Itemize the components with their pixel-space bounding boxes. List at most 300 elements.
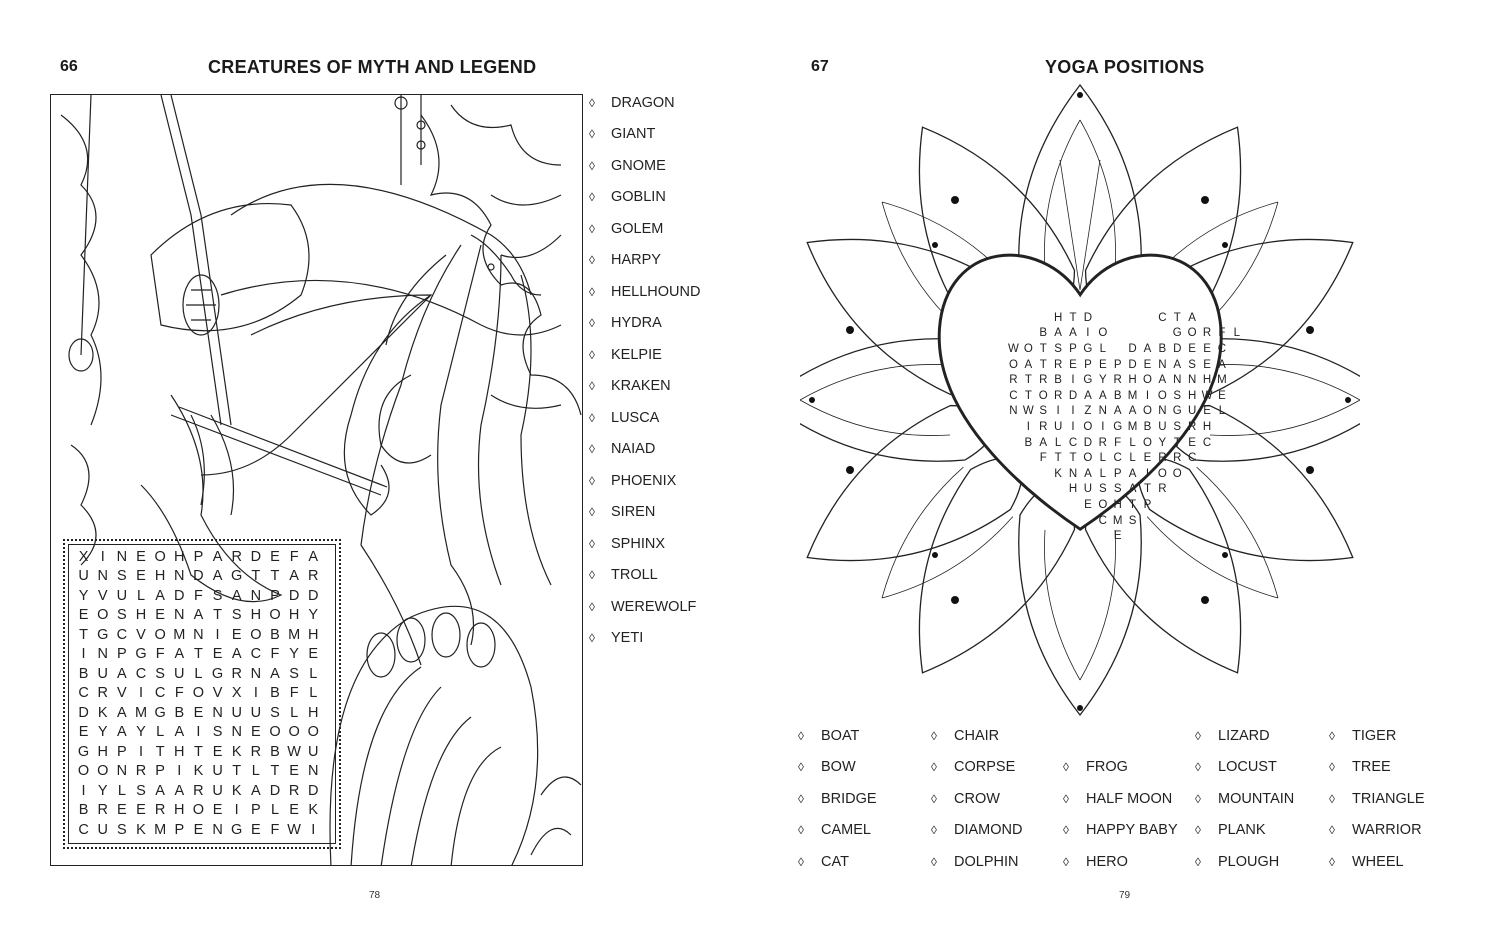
grid-cell[interactable]: U xyxy=(231,704,242,721)
grid-cell[interactable]: W xyxy=(287,821,301,838)
grid-cell[interactable]: L xyxy=(1129,452,1136,465)
grid-cell[interactable]: R xyxy=(1202,327,1212,340)
grid-cell[interactable]: S xyxy=(231,607,242,624)
grid-cell[interactable]: F xyxy=(155,646,165,663)
grid-cell[interactable]: L xyxy=(1099,342,1106,355)
grid-cell[interactable]: E xyxy=(308,646,319,663)
grid-cell[interactable]: T xyxy=(1039,358,1047,371)
grid-cell[interactable]: O xyxy=(1142,405,1152,418)
grid-cell[interactable]: N xyxy=(1158,358,1167,371)
grid-cell[interactable]: A xyxy=(1188,311,1196,324)
grid-cell[interactable]: D xyxy=(174,587,185,604)
grid-cell[interactable]: G xyxy=(1172,327,1182,340)
grid-cell[interactable]: A xyxy=(117,704,127,721)
grid-cell[interactable]: B xyxy=(78,665,89,682)
grid-cell[interactable]: E xyxy=(212,802,223,819)
grid-cell[interactable]: O xyxy=(1083,420,1093,433)
grid-cell[interactable]: H xyxy=(250,607,262,624)
grid-cell[interactable]: E xyxy=(1113,530,1122,543)
grid-cell[interactable]: D xyxy=(1173,342,1182,355)
grid-cell[interactable]: K xyxy=(193,763,204,780)
grid-cell[interactable]: O xyxy=(192,802,205,819)
grid-cell[interactable]: A xyxy=(1128,483,1137,496)
grid-cell[interactable]: K xyxy=(1054,467,1062,480)
grid-cell[interactable]: N xyxy=(308,763,319,780)
grid-cell[interactable]: D xyxy=(308,782,319,799)
grid-cell[interactable]: R xyxy=(1158,452,1167,465)
grid-cell[interactable]: B xyxy=(270,626,280,643)
grid-cell[interactable]: P xyxy=(1143,498,1152,511)
grid-cell[interactable]: I xyxy=(1145,467,1150,480)
grid-cell[interactable]: C xyxy=(1217,342,1227,355)
grid-cell[interactable]: F xyxy=(1039,452,1047,465)
grid-cell[interactable]: N xyxy=(231,724,242,741)
grid-cell[interactable]: U xyxy=(116,587,128,604)
grid-cell[interactable]: C xyxy=(1009,389,1018,402)
grid-cell[interactable]: A xyxy=(212,568,223,585)
grid-cell[interactable]: E xyxy=(251,821,261,838)
grid-cell[interactable]: D xyxy=(1083,436,1093,449)
grid-cell[interactable]: T xyxy=(155,743,165,760)
grid-cell[interactable]: R xyxy=(1158,483,1167,496)
grid-cell[interactable]: O xyxy=(97,607,109,624)
grid-cell[interactable]: S xyxy=(1188,358,1196,371)
grid-cell[interactable]: R xyxy=(1039,374,1048,387)
grid-cell[interactable]: D xyxy=(1083,311,1093,324)
grid-cell[interactable]: A xyxy=(231,587,242,604)
grid-cell[interactable]: T xyxy=(270,763,280,780)
grid-cell[interactable]: R xyxy=(154,802,166,819)
grid-cell[interactable]: N xyxy=(193,626,204,643)
grid-cell[interactable]: U xyxy=(78,568,89,585)
grid-cell[interactable]: I xyxy=(1101,420,1105,433)
grid-cell[interactable]: M xyxy=(173,626,186,643)
grid-cell[interactable]: D xyxy=(78,704,89,721)
grid-cell[interactable]: E xyxy=(117,802,127,819)
grid-cell[interactable]: H xyxy=(1187,389,1197,402)
grid-cell[interactable]: A xyxy=(1024,358,1033,371)
grid-cell[interactable]: L xyxy=(1054,436,1062,449)
grid-cell[interactable]: E xyxy=(136,568,146,585)
grid-cell[interactable]: P xyxy=(1113,467,1122,480)
grid-cell[interactable]: O xyxy=(154,626,166,643)
grid-cell[interactable]: N xyxy=(212,704,223,721)
grid-cell[interactable]: K xyxy=(97,704,108,721)
grid-cell[interactable]: W xyxy=(1008,342,1019,355)
grid-cell[interactable]: O xyxy=(307,724,319,741)
grid-cell[interactable]: B xyxy=(1143,420,1152,433)
grid-cell[interactable]: S xyxy=(212,724,223,741)
grid-cell[interactable]: A xyxy=(1039,436,1048,449)
grid-cell[interactable]: Y xyxy=(97,724,108,741)
grid-cell[interactable]: G xyxy=(1083,374,1093,387)
grid-cell[interactable]: O xyxy=(154,548,166,565)
grid-cell[interactable]: A xyxy=(231,646,242,663)
grid-cell[interactable]: R xyxy=(193,782,204,799)
grid-cell[interactable]: N xyxy=(116,763,128,780)
grid-cell[interactable]: G xyxy=(1172,405,1182,418)
grid-cell[interactable]: H xyxy=(288,607,300,624)
grid-cell[interactable]: T xyxy=(193,646,203,663)
grid-cell[interactable]: C xyxy=(1068,436,1078,449)
grid-cell[interactable]: N xyxy=(97,646,108,663)
grid-cell[interactable]: U xyxy=(1187,405,1197,418)
grid-cell[interactable]: A xyxy=(251,782,261,799)
grid-cell[interactable]: R xyxy=(1039,420,1048,433)
grid-cell[interactable]: S xyxy=(136,782,146,799)
grid-cell[interactable]: O xyxy=(1187,327,1197,340)
grid-cell[interactable]: H xyxy=(1202,420,1212,433)
grid-cell[interactable]: C xyxy=(1158,311,1167,324)
grid-cell[interactable]: A xyxy=(289,568,299,585)
grid-cell[interactable]: U xyxy=(1053,420,1063,433)
grid-cell[interactable]: S xyxy=(1039,405,1048,418)
grid-cell[interactable]: C xyxy=(154,685,166,702)
grid-cell[interactable]: G xyxy=(1113,420,1123,433)
grid-cell[interactable]: U xyxy=(212,763,223,780)
grid-cell[interactable]: I xyxy=(234,802,239,819)
grid-cell[interactable]: B xyxy=(1039,327,1048,340)
grid-cell[interactable]: U xyxy=(212,782,223,799)
grid-cell[interactable]: S xyxy=(1054,342,1062,355)
grid-cell[interactable]: F xyxy=(174,685,184,702)
grid-cell[interactable]: W xyxy=(287,743,301,760)
grid-cell[interactable]: S xyxy=(1113,483,1122,496)
grid-cell[interactable]: H xyxy=(174,802,185,819)
grid-cell[interactable]: A xyxy=(155,782,165,799)
grid-cell[interactable]: F xyxy=(289,548,299,565)
grid-cell[interactable]: E xyxy=(78,724,89,741)
grid-cell[interactable]: E xyxy=(155,607,165,624)
grid-cell[interactable]: T xyxy=(1173,436,1181,449)
grid-cell[interactable]: A xyxy=(1113,405,1122,418)
grid-cell[interactable]: P xyxy=(251,802,261,819)
grid-cell[interactable]: S xyxy=(1128,514,1137,527)
grid-cell[interactable]: G xyxy=(231,568,243,585)
grid-cell[interactable]: I xyxy=(1086,327,1090,340)
grid-cell[interactable]: R xyxy=(97,802,108,819)
grid-cell[interactable]: Y xyxy=(308,607,319,624)
grid-cell[interactable]: K xyxy=(308,802,319,819)
grid-cell[interactable]: V xyxy=(136,626,146,643)
grid-cell[interactable]: S xyxy=(1098,483,1107,496)
grid-cell[interactable]: O xyxy=(269,607,281,624)
grid-cell[interactable]: B xyxy=(270,743,280,760)
grid-cell[interactable]: R xyxy=(1009,374,1018,387)
grid-cell[interactable]: R xyxy=(1053,389,1063,402)
grid-cell[interactable]: T xyxy=(1173,311,1181,324)
grid-cell[interactable]: T xyxy=(1024,374,1032,387)
grid-cell[interactable]: H xyxy=(1053,311,1063,324)
grid-cell[interactable]: E xyxy=(231,626,242,643)
grid-cell[interactable]: I xyxy=(1145,389,1150,402)
grid-cell[interactable]: P xyxy=(1069,342,1077,355)
grid-cell[interactable]: Y xyxy=(1098,374,1107,387)
grid-cell[interactable]: T xyxy=(1069,452,1077,465)
grid-cell[interactable]: M xyxy=(288,626,301,643)
grid-cell[interactable]: T xyxy=(193,743,203,760)
grid-cell[interactable]: A xyxy=(1054,327,1062,340)
grid-cell[interactable]: E xyxy=(1188,436,1196,449)
grid-cell[interactable]: T xyxy=(251,568,261,585)
grid-cell[interactable]: E xyxy=(1203,405,1211,418)
grid-cell[interactable]: R xyxy=(1053,358,1063,371)
grid-cell[interactable]: B xyxy=(1113,389,1122,402)
grid-cell[interactable]: E xyxy=(1143,358,1152,371)
grid-cell[interactable]: A xyxy=(174,724,185,741)
grid-cell[interactable]: O xyxy=(1172,467,1182,480)
grid-cell[interactable]: Y xyxy=(1158,436,1167,449)
grid-cell[interactable]: O xyxy=(1098,327,1108,340)
grid-cell[interactable]: C xyxy=(1098,514,1107,527)
grid-cell[interactable]: E xyxy=(1084,498,1092,511)
grid-cell[interactable]: I xyxy=(138,685,143,702)
grid-cell[interactable]: S xyxy=(270,704,280,721)
grid-cell[interactable]: E xyxy=(193,704,204,721)
grid-cell[interactable]: D xyxy=(269,782,281,799)
grid-cell[interactable]: S xyxy=(117,821,127,838)
grid-cell[interactable]: E xyxy=(1143,452,1152,465)
grid-cell[interactable]: E xyxy=(1218,389,1226,402)
grid-cell[interactable]: M xyxy=(1217,374,1227,387)
grid-cell[interactable]: W xyxy=(1022,405,1034,418)
grid-cell[interactable]: L xyxy=(156,724,165,741)
grid-cell[interactable]: U xyxy=(97,821,108,838)
grid-cell[interactable]: I xyxy=(311,821,316,838)
grid-cell[interactable]: N xyxy=(1187,374,1197,387)
grid-cell[interactable]: I xyxy=(196,724,201,741)
grid-cell[interactable]: C xyxy=(116,626,128,643)
grid-cell[interactable]: D xyxy=(1128,358,1137,371)
grid-cell[interactable]: R xyxy=(1098,436,1107,449)
grid-cell[interactable]: R xyxy=(288,782,300,799)
grid-cell[interactable]: C xyxy=(250,646,262,663)
grid-cell[interactable]: I xyxy=(1056,405,1060,418)
grid-cell[interactable]: B xyxy=(174,704,185,721)
grid-cell[interactable]: E xyxy=(212,743,223,760)
grid-cell[interactable]: A xyxy=(1218,358,1226,371)
grid-cell[interactable]: N xyxy=(1009,405,1018,418)
grid-cell[interactable]: E xyxy=(270,548,280,565)
grid-cell[interactable]: H xyxy=(1113,498,1122,511)
grid-cell[interactable]: I xyxy=(1026,420,1030,433)
grid-cell[interactable]: A xyxy=(117,665,127,682)
grid-cell[interactable]: A xyxy=(117,724,127,741)
grid-cell[interactable]: E xyxy=(1188,342,1196,355)
grid-cell[interactable]: S xyxy=(1173,420,1182,433)
grid-cell[interactable]: S xyxy=(117,607,127,624)
grid-cell[interactable]: F xyxy=(1114,436,1122,449)
grid-cell[interactable]: F xyxy=(270,646,280,663)
grid-cell[interactable]: I xyxy=(253,685,258,702)
grid-cell[interactable]: R xyxy=(97,685,108,702)
grid-cell[interactable]: L xyxy=(1218,405,1226,418)
grid-cell[interactable]: P xyxy=(1084,358,1092,371)
grid-cell[interactable]: U xyxy=(174,665,185,682)
grid-cell[interactable]: N xyxy=(212,821,223,838)
grid-cell[interactable]: I xyxy=(1071,405,1075,418)
grid-cell[interactable]: A xyxy=(193,607,204,624)
grid-cell[interactable]: A xyxy=(1084,467,1092,480)
grid-cell[interactable]: T xyxy=(232,763,242,780)
grid-cell[interactable]: A xyxy=(174,782,185,799)
grid-cell[interactable]: T xyxy=(1069,311,1077,324)
grid-cell[interactable]: E xyxy=(1069,358,1077,371)
grid-cell[interactable]: R xyxy=(308,568,319,585)
grid-cell[interactable]: R xyxy=(135,763,147,780)
grid-cell[interactable]: H xyxy=(1068,483,1078,496)
grid-cell[interactable]: A xyxy=(270,665,280,682)
grid-cell[interactable]: B xyxy=(1024,436,1033,449)
grid-cell[interactable]: V xyxy=(97,587,108,604)
grid-cell[interactable]: O xyxy=(1142,436,1152,449)
grid-cell[interactable]: E xyxy=(1203,358,1211,371)
grid-cell[interactable]: W xyxy=(1201,389,1213,402)
grid-cell[interactable]: K xyxy=(231,743,242,760)
grid-cell[interactable]: A xyxy=(212,548,223,565)
grid-cell[interactable]: T xyxy=(1054,452,1062,465)
grid-cell[interactable]: I xyxy=(81,646,86,663)
grid-cell[interactable]: A xyxy=(1173,358,1182,371)
grid-cell[interactable]: L xyxy=(290,704,299,721)
grid-cell[interactable]: L xyxy=(309,665,318,682)
grid-cell[interactable]: F xyxy=(193,587,203,604)
grid-cell[interactable]: I xyxy=(177,763,182,780)
grid-cell[interactable]: O xyxy=(1083,452,1093,465)
grid-cell[interactable]: E xyxy=(136,802,146,819)
grid-cell[interactable]: L xyxy=(1099,467,1106,480)
grid-cell[interactable]: N xyxy=(174,568,185,585)
grid-cell[interactable]: S xyxy=(289,665,299,682)
grid-cell[interactable]: X xyxy=(78,548,89,565)
grid-cell[interactable]: N xyxy=(116,548,128,565)
grid-cell[interactable]: D xyxy=(288,587,300,604)
grid-cell[interactable]: C xyxy=(1113,452,1122,465)
grid-cell[interactable]: E xyxy=(78,607,89,624)
grid-cell[interactable]: E xyxy=(1098,358,1107,371)
grid-cell[interactable]: R xyxy=(1187,420,1197,433)
grid-cell[interactable]: P xyxy=(117,646,127,663)
grid-cell[interactable]: O xyxy=(97,763,109,780)
grid-cell[interactable]: G xyxy=(97,626,109,643)
grid-cell[interactable]: A xyxy=(308,548,319,565)
grid-cell[interactable]: H xyxy=(174,548,185,565)
grid-cell[interactable]: L xyxy=(270,802,280,819)
grid-cell[interactable]: E xyxy=(1203,342,1211,355)
grid-cell[interactable]: A xyxy=(1128,467,1137,480)
grid-cell[interactable]: O xyxy=(250,626,262,643)
grid-cell[interactable]: G xyxy=(1083,342,1093,355)
grid-cell[interactable]: O xyxy=(1023,342,1033,355)
grid-cell[interactable]: U xyxy=(1158,420,1167,433)
grid-cell[interactable]: P xyxy=(193,548,204,565)
grid-cell[interactable]: P xyxy=(270,587,280,604)
grid-cell[interactable]: H xyxy=(154,568,166,585)
grid-cell[interactable]: F xyxy=(1218,327,1226,340)
grid-cell[interactable]: T xyxy=(1039,342,1047,355)
grid-cell[interactable]: T xyxy=(213,607,222,624)
grid-cell[interactable]: X xyxy=(231,685,242,702)
grid-cell[interactable]: G xyxy=(135,646,147,663)
grid-cell[interactable]: S xyxy=(155,665,165,682)
grid-cell[interactable]: B xyxy=(270,685,280,702)
grid-cell[interactable]: P xyxy=(1113,358,1122,371)
grid-cell[interactable]: M xyxy=(1127,389,1138,402)
grid-cell[interactable]: N xyxy=(1158,405,1167,418)
grid-cell[interactable]: T xyxy=(1129,498,1137,511)
grid-cell[interactable]: H xyxy=(135,607,147,624)
grid-cell[interactable]: Y xyxy=(136,724,146,741)
grid-cell[interactable]: S xyxy=(212,587,223,604)
grid-cell[interactable]: D xyxy=(250,548,262,565)
grid-cell[interactable]: A xyxy=(1084,389,1092,402)
grid-cell[interactable]: P xyxy=(155,763,165,780)
grid-cell[interactable]: B xyxy=(78,802,89,819)
grid-cell[interactable]: L xyxy=(309,685,318,702)
grid-cell[interactable]: H xyxy=(1128,374,1137,387)
grid-cell[interactable]: T xyxy=(1143,483,1151,496)
grid-cell[interactable]: H xyxy=(1202,374,1212,387)
grid-cell[interactable]: B xyxy=(1158,342,1167,355)
grid-cell[interactable]: I xyxy=(1071,374,1075,387)
grid-cell[interactable]: E xyxy=(193,821,204,838)
grid-cell[interactable]: K xyxy=(136,821,146,838)
grid-cell[interactable]: T xyxy=(1024,389,1032,402)
grid-cell[interactable]: N xyxy=(250,587,262,604)
grid-cell[interactable]: O xyxy=(1008,358,1018,371)
grid-cell[interactable]: C xyxy=(135,665,147,682)
grid-cell[interactable]: E xyxy=(212,646,223,663)
grid-cell[interactable]: F xyxy=(270,821,280,838)
grid-cell[interactable]: R xyxy=(1113,374,1122,387)
grid-cell[interactable]: N xyxy=(1173,374,1182,387)
grid-cell[interactable]: C xyxy=(78,821,89,838)
grid-cell[interactable]: H xyxy=(308,704,319,721)
grid-cell[interactable]: T xyxy=(79,626,88,643)
grid-cell[interactable]: N xyxy=(1098,405,1107,418)
grid-cell[interactable]: E xyxy=(289,802,299,819)
grid-cell[interactable]: O xyxy=(1038,389,1048,402)
grid-cell[interactable]: R xyxy=(250,743,262,760)
grid-cell[interactable]: O xyxy=(1157,389,1167,402)
grid-cell[interactable]: A xyxy=(1098,389,1107,402)
grid-cell[interactable]: A xyxy=(1158,374,1167,387)
grid-cell[interactable]: A xyxy=(1069,327,1077,340)
grid-cell[interactable]: M xyxy=(134,704,148,721)
grid-cell[interactable]: L xyxy=(1099,452,1106,465)
grid-cell[interactable]: R xyxy=(1173,452,1182,465)
grid-cell[interactable]: L xyxy=(251,763,260,780)
grid-cell[interactable]: O xyxy=(1157,467,1167,480)
grid-cell[interactable]: U xyxy=(308,743,319,760)
grid-cell[interactable]: N xyxy=(97,568,108,585)
grid-cell[interactable]: P xyxy=(174,821,185,838)
grid-cell[interactable]: V xyxy=(117,685,127,702)
grid-cell[interactable]: H xyxy=(97,743,108,760)
grid-cell[interactable]: Y xyxy=(289,646,299,663)
grid-cell[interactable]: U xyxy=(1083,483,1093,496)
grid-cell[interactable]: D xyxy=(1128,342,1137,355)
grid-cell[interactable]: E xyxy=(289,763,299,780)
grid-cell[interactable]: S xyxy=(117,568,127,585)
grid-cell[interactable]: C xyxy=(78,685,89,702)
grid-cell[interactable]: O xyxy=(77,763,90,780)
grid-cell[interactable]: R xyxy=(231,665,242,682)
grid-cell[interactable]: V xyxy=(212,685,223,702)
grid-cell[interactable]: I xyxy=(138,743,143,760)
grid-cell[interactable]: I xyxy=(81,782,86,799)
grid-cell[interactable]: I xyxy=(215,626,220,643)
